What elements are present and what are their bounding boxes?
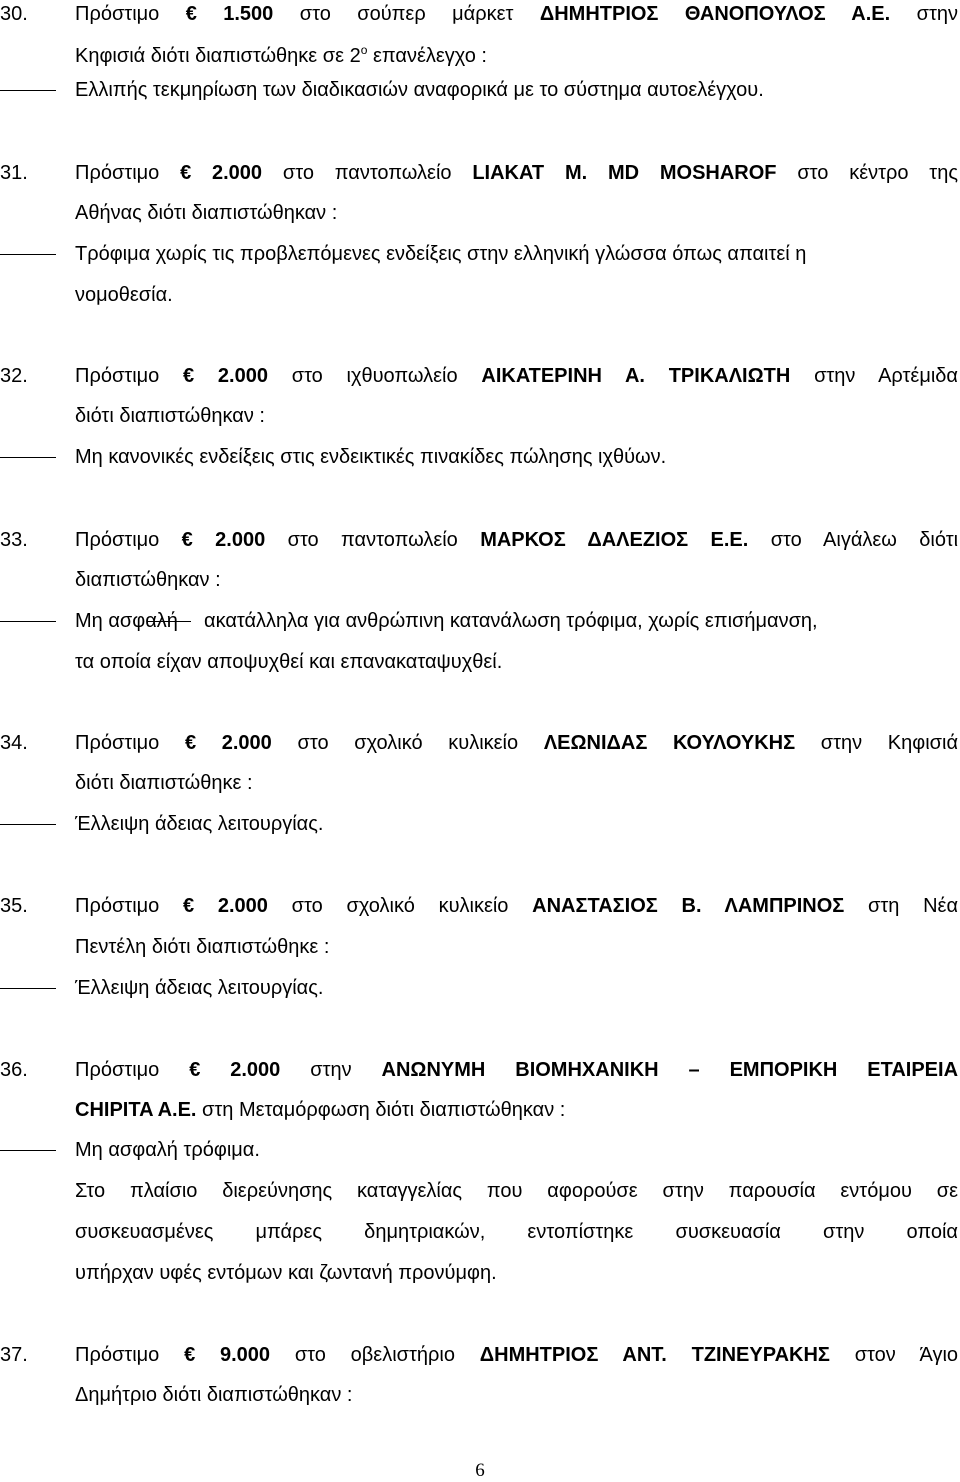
fine-amount: 2.000	[221, 732, 272, 754]
business-name: ΛΕΩΝΙΔΑΣ ΚΟΥΛΟΥΚΗΣ	[543, 732, 796, 754]
note-line: συσκευασμένες μπάρες δημητριακών, εντοπίστηκε συσκευασία στην οποία	[75, 1221, 958, 1243]
entry-subline	[75, 1098, 565, 1122]
fine-label: Πρόστιμο	[75, 1344, 160, 1366]
entry-number: 34.	[0, 732, 28, 754]
entry-heading	[75, 161, 958, 185]
item-dash	[0, 621, 56, 622]
entry-subline: Πεντέλη διότι διαπιστώθηκε :	[75, 936, 330, 958]
item-text: Μη ασφαλή τρόφιμα.	[75, 1139, 260, 1161]
entry-number: 33.	[0, 529, 28, 551]
place-type: στο παντοπωλείο	[282, 162, 452, 184]
place-type: στο παντοπωλείο	[287, 529, 458, 551]
entry-subline: Αθήνας διότι διαπιστώθηκαν :	[75, 202, 338, 224]
subline-text-end: επανέλεγχο :	[372, 45, 487, 67]
fine-amount: 2.000	[230, 1059, 281, 1081]
business-name: ΑΝΑΣΤΑΣΙΟΣ Β. ΛΑΜΠΡΙΝΟΣ	[532, 895, 845, 917]
place-type: στο σχολικό κυλικείο	[291, 895, 509, 917]
fine-label: Πρόστιμο	[75, 365, 160, 387]
place-type: στο σούπερ μάρκετ	[299, 3, 514, 25]
fine-label: Πρόστιμο	[75, 3, 160, 25]
euro-sign: €	[183, 365, 195, 387]
item-text: Ελλιπής τεκμηρίωση των διαδικασιών αναφορικά με το σύστημα αυτοελέγχου.	[75, 79, 764, 101]
entry-number: 37.	[0, 1344, 28, 1366]
fine-amount: 9.000	[219, 1344, 271, 1366]
place-type: στο σχολικό κυλικείο	[297, 732, 519, 754]
fine-amount: 2.000	[217, 365, 268, 387]
location-text: στον Άγιο	[854, 1344, 959, 1366]
entry-subline: Δημήτριο διότι διαπιστώθηκαν :	[75, 1384, 353, 1406]
fine-label: Πρόστιμο	[75, 162, 160, 184]
business-name-part-3: CHIPITA A.E.	[75, 1099, 197, 1121]
entry-heading	[75, 1058, 958, 1082]
entry-number: 30.	[0, 3, 28, 25]
entry-heading	[75, 894, 958, 918]
item-dash	[0, 90, 56, 91]
entry-number: 36.	[0, 1059, 28, 1081]
euro-sign: €	[184, 732, 197, 754]
location-text: στο κέντρο της	[797, 162, 958, 184]
location-text: στη Νέα	[868, 895, 959, 917]
business-name: ΑΙΚΑΤΕΡΙΝΗ Α. ΤΡΙΚΑΛΙΩΤΗ	[481, 365, 791, 387]
fine-label: Πρόστιμο	[75, 732, 160, 754]
item-text: Έλλειψη άδειας λειτουργίας.	[75, 813, 324, 835]
business-name-part-2: ΕΜΠΟΡΙΚΗ ΕΤΑΙΡΕΙΑ	[729, 1059, 959, 1081]
entry-subline: διότι διαπιστώθηκαν :	[75, 405, 265, 427]
fine-label: Πρόστιμο	[75, 1059, 160, 1081]
fine-amount: 2.000	[212, 162, 263, 184]
euro-sign: €	[181, 529, 193, 551]
entry-subline: διότι διαπιστώθηκε :	[75, 772, 253, 794]
fine-amount: 2.000	[217, 895, 268, 917]
entry-heading	[75, 2, 958, 26]
business-name: ΜΑΡΚΟΣ ΔΑΛΕΖΙΟΣ Ε.Ε.	[480, 529, 749, 551]
item-dash	[0, 1150, 56, 1151]
place-type: στο οβελιστήριο	[294, 1344, 455, 1366]
inline-dash	[147, 621, 191, 622]
fine-amount: 1.500	[223, 3, 274, 25]
location-text: στην Κηφισιά	[820, 732, 959, 754]
subline-text: Κηφισιά διότι διαπιστώθηκε σε 2	[75, 45, 361, 67]
business-name: ΔΗΜΗΤΡΙΟΣ ΑΝΤ. ΤΖΙΝΕΥΡΑΚΗΣ	[479, 1344, 830, 1366]
euro-sign: €	[184, 1344, 196, 1366]
entry-heading	[75, 528, 958, 552]
subline-text: στη Μεταμόρφωση διότι διαπιστώθηκαν :	[202, 1099, 566, 1121]
location-text: στην	[916, 3, 959, 25]
item-text: Έλλειψη άδειας λειτουργίας.	[75, 977, 324, 999]
business-name: ΔΗΜΗΤΡΙΟΣ ΘΑΝΟΠΟΥΛΟΣ Α.Ε.	[539, 3, 891, 25]
location-text: στο Αιγάλεω διότι	[770, 529, 959, 551]
place-type: στο ιχθυοπωλείο	[291, 365, 458, 387]
fine-amount: 2.000	[215, 529, 266, 551]
entry-number: 35.	[0, 895, 28, 917]
item-text-start: Μη ασφαλή	[75, 610, 178, 632]
entry-number: 32.	[0, 365, 28, 387]
entry-subline: διαπιστώθηκαν :	[75, 569, 221, 591]
fine-label: Πρόστιμο	[75, 895, 160, 917]
euro-sign: €	[180, 162, 192, 184]
item-text: Τρόφιμα χωρίς τις προβλεπόμενες ενδείξεις στην ελληνική γλώσσα όπως απαιτεί η	[75, 243, 807, 265]
item-dash	[0, 254, 56, 255]
note-line: υπήρχαν υφές εντόμων και ζωντανή προνύμφη.	[75, 1262, 497, 1284]
entry-subline	[75, 38, 487, 68]
entry-heading	[75, 731, 958, 755]
business-name-part-1: ΑΝΩΝΥΜΗ ΒΙΟΜΗΧΑΝΙΚΗ	[381, 1059, 659, 1081]
item-text-rest: ακατάλληλα για ανθρώπινη κατανάλωση τρόφιμα, χωρίς επισήμανση,	[204, 610, 818, 632]
euro-sign: €	[185, 3, 197, 25]
euro-sign: €	[189, 1059, 201, 1081]
fine-label: Πρόστιμο	[75, 529, 160, 551]
item-dash	[0, 457, 56, 458]
note-line: Στο πλαίσιο διερεύνησης καταγγελίας που αφορούσε στην παρουσία εντόμου σε	[75, 1180, 958, 1202]
item-text-continued: τα οποία είχαν αποψυχθεί και επανακαταψυχθεί.	[75, 651, 503, 673]
place-type: στην	[310, 1059, 352, 1081]
euro-sign: €	[183, 895, 195, 917]
item-text: Μη κανονικές ενδείξεις στις ενδεικτικές πινακίδες πώλησης ιχθύων.	[75, 446, 667, 468]
item-dash	[0, 988, 56, 989]
business-name: LIAKAT M. MD MOSHAROF	[472, 162, 777, 184]
entry-heading	[75, 1343, 958, 1367]
page-number: 6	[475, 1460, 485, 1481]
entry-number: 31.	[0, 162, 28, 184]
item-dash	[0, 824, 56, 825]
business-dash: –	[688, 1059, 700, 1081]
ordinal-superscript: ο	[360, 43, 368, 57]
item-text-continued: νομοθεσία.	[75, 284, 173, 306]
entry-heading	[75, 364, 958, 388]
location-text: στην Αρτέμιδα	[814, 365, 958, 387]
